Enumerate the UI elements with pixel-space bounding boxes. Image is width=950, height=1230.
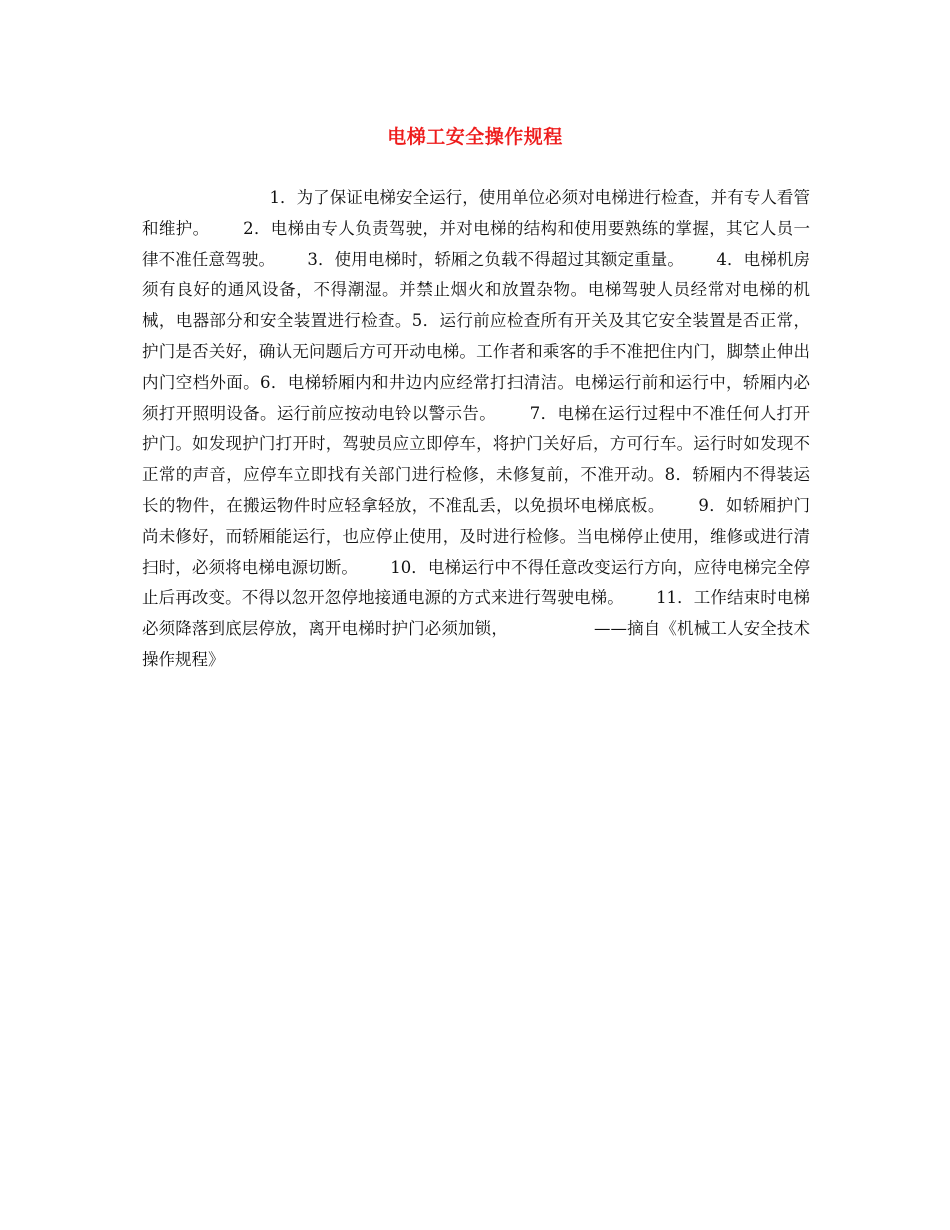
document-title: 电梯工安全操作规程: [387, 126, 563, 148]
document-body-text: 1．为了保证电梯安全运行，使用单位必须对电梯进行检查，并有专人看管和维护。 2．电梯由专人负责驾驶，并对电梯的结构和使用要熟练的掌握，其它人员一律不准任意驾驶。 3．使用电梯时，轿厢之负载不得超过其额定重量。 4．电梯机房须有良好的通风设备，不得潮湿。并禁止烟火和放置杂物。电梯驾驶人员经常对电梯的机械，电器部分和安全装置进行检查。5．运行前应检查所有开关及其它安全装置是否正常，护门是否关好，确认无问题后方可开动电梯。工作者和乘客的手不准把住内门，脚禁止伸出内门空档外面。6．电梯轿厢内和井边内应经常打扫清洁。电梯运行前和运行中，轿厢内必须打开照明设备。运行前应按动电铃以警示告。 7．电梯在运行过程中不准任何人打开护门。如发现护门打开时，驾驶员应立即停车，将护门关好后，方可行车。运行时如发现不正常的声音，应停车立即找有关部门进行检修，未修复前，不准开动。8．轿厢内不得装运长的物件，在搬运物件时应轻拿轻放，不准乱丢，以免损坏电梯底板。 9．如轿厢护门尚未修好，而轿厢能运行，也应停止使用，及时进行检修。当电梯停止使用，维修或进行清扫时，必须将电梯电源切断。 10．电梯运行中不得任意改变运行方向，应待电梯完全停止后再改变。不得以忽开忽停地接通电源的方式来进行驾驶电梯。 11．工作结束时电梯必须降落到底层停放，离开电梯时护门必须加锁， ——摘自《机械工人安全技术操作规程》: [142, 188, 810, 669]
